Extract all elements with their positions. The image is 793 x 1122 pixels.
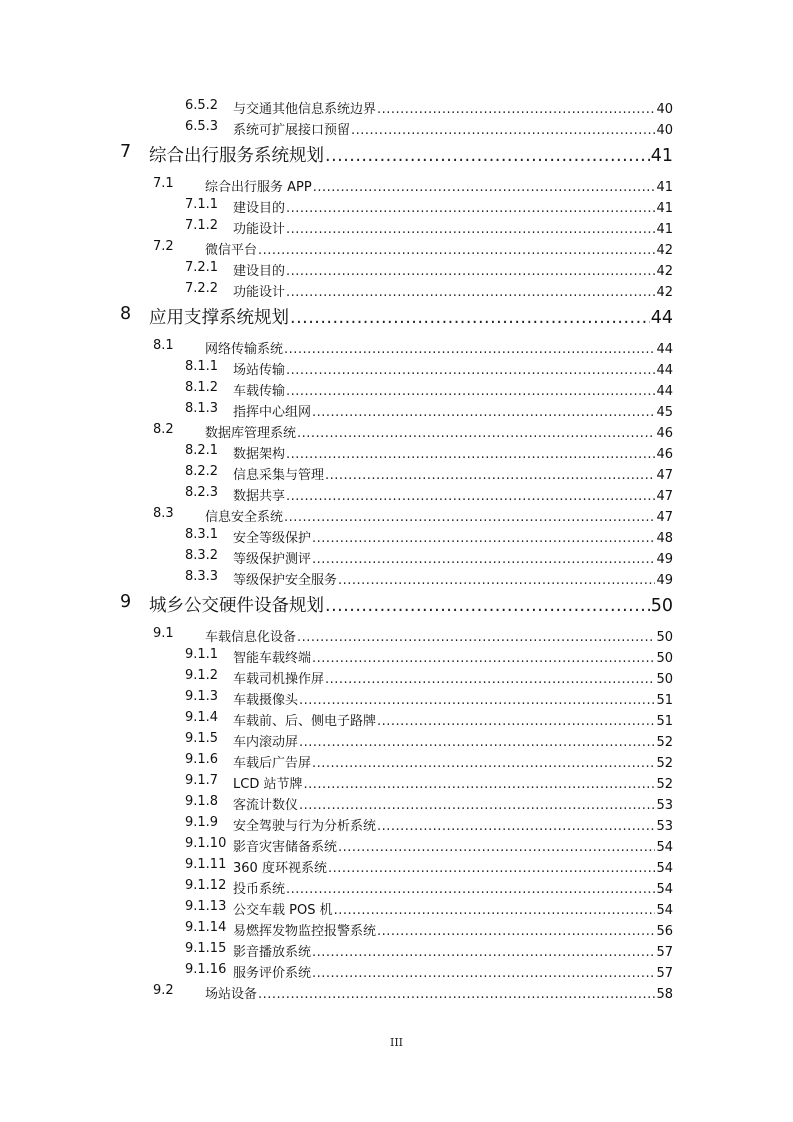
toc-entry-title: 服务评价系统 bbox=[233, 966, 312, 981]
toc-entry[interactable] bbox=[0, 281, 793, 302]
toc-leader-dots bbox=[312, 945, 655, 960]
toc-entry-title: 应用支撑系统规划 bbox=[149, 308, 289, 328]
toc-entry-number: 8.1.2 bbox=[185, 380, 219, 395]
toc-leader-dots bbox=[286, 384, 655, 399]
toc-entry-title: 车载摄像头 bbox=[233, 693, 299, 708]
toc-entry-page: 48 bbox=[656, 531, 673, 546]
toc-leader-dots bbox=[312, 405, 655, 420]
toc-entry-title: 信息安全系统 bbox=[205, 510, 284, 525]
toc-leader-dots bbox=[286, 447, 655, 462]
toc-leader-dots bbox=[377, 714, 655, 729]
toc-entry-page: 50 bbox=[656, 630, 673, 645]
toc-entry-title: 功能设计 bbox=[233, 222, 286, 237]
toc-entry-number: 9.1.10 bbox=[185, 836, 227, 851]
toc-entry-page: 44 bbox=[656, 363, 673, 378]
toc-entry-number: 7.2.2 bbox=[185, 281, 219, 296]
toc-entry-page: 45 bbox=[656, 405, 673, 420]
toc-entry-page: 47 bbox=[656, 510, 673, 525]
toc-entry-title: 等级保护测评 bbox=[233, 552, 312, 567]
toc-entry-page: 44 bbox=[656, 342, 673, 357]
toc-entry[interactable] bbox=[0, 197, 793, 218]
toc-entry-page: 44 bbox=[656, 384, 673, 399]
toc-leader-dots bbox=[338, 573, 655, 588]
toc-entry[interactable] bbox=[0, 119, 793, 140]
toc-entry-number: 7.2.1 bbox=[185, 260, 219, 275]
toc-entry-title: 安全等级保护 bbox=[233, 531, 312, 546]
toc-entry[interactable] bbox=[0, 668, 793, 689]
toc-leader-dots bbox=[286, 264, 655, 279]
toc-entry-title: LCD 站节牌 bbox=[233, 777, 303, 792]
toc-entry-number: 9.1.1 bbox=[185, 647, 219, 662]
toc-entry-number: 9.1.5 bbox=[185, 731, 219, 746]
toc-entry[interactable] bbox=[0, 647, 793, 668]
toc-entry-page: 41 bbox=[656, 201, 673, 216]
toc-entry-title: 数据架构 bbox=[233, 447, 286, 462]
toc-entry[interactable] bbox=[0, 689, 793, 710]
toc-entry-number: 7 bbox=[120, 142, 132, 162]
toc-entry-page: 50 bbox=[650, 596, 673, 616]
toc-entry-title: 投币系统 bbox=[233, 882, 286, 897]
toc-entry-title: 影音灾害储备系统 bbox=[233, 840, 338, 855]
toc-entry-page: 51 bbox=[656, 693, 673, 708]
toc-entry-number: 8.2 bbox=[153, 422, 174, 437]
toc-entry-title: 等级保护安全服务 bbox=[233, 573, 338, 588]
toc-entry-number: 7.2 bbox=[153, 239, 174, 254]
toc-entry-title: 车载后广告屏 bbox=[233, 756, 312, 771]
toc-entry-number: 8.3.1 bbox=[185, 527, 219, 542]
toc-entry-page: 42 bbox=[656, 264, 673, 279]
toc-entry[interactable] bbox=[0, 836, 793, 857]
toc-entry-number: 6.5.3 bbox=[185, 119, 219, 134]
toc-leader-dots bbox=[325, 468, 655, 483]
toc-entry-number: 9.1.15 bbox=[185, 941, 227, 956]
toc-entry-page: 50 bbox=[656, 651, 673, 666]
toc-entry-title: 安全驾驶与行为分析系统 bbox=[233, 819, 377, 834]
toc-entry-title: 数据库管理系统 bbox=[205, 426, 297, 441]
toc-entry-number: 8.3.3 bbox=[185, 569, 219, 584]
toc-entry-number: 9.1.6 bbox=[185, 752, 219, 767]
toc-entry-page: 49 bbox=[656, 552, 673, 567]
toc-entry-number: 7.1 bbox=[153, 176, 174, 191]
toc-entry-page: 56 bbox=[656, 924, 673, 939]
toc-entry[interactable] bbox=[0, 260, 793, 281]
page-number-footer: III bbox=[389, 1036, 404, 1049]
toc-entry[interactable] bbox=[0, 592, 793, 618]
toc-entry-page: 54 bbox=[656, 840, 673, 855]
toc-leader-dots bbox=[284, 342, 655, 357]
toc-entry-number: 8.2.2 bbox=[185, 464, 219, 479]
toc-entry-page: 51 bbox=[656, 714, 673, 729]
toc-entry-number: 8.1.1 bbox=[185, 359, 219, 374]
toc-entry[interactable] bbox=[0, 304, 793, 330]
toc-entry-page: 47 bbox=[656, 489, 673, 504]
toc-entry-page: 52 bbox=[656, 735, 673, 750]
toc-leader-dots bbox=[297, 426, 655, 441]
toc-entry-page: 54 bbox=[656, 903, 673, 918]
toc-leader-dots bbox=[297, 630, 655, 645]
toc-entry-page: 41 bbox=[656, 180, 673, 195]
toc-entry-title: 公交车载 POS 机 bbox=[233, 903, 333, 918]
toc-entry-title: 车内滚动屏 bbox=[233, 735, 299, 750]
toc-entry-title: 场站传输 bbox=[233, 363, 286, 378]
toc-leader-dots bbox=[290, 308, 650, 328]
toc-entry[interactable] bbox=[0, 569, 793, 590]
toc-entry-title: 场站设备 bbox=[205, 987, 258, 1002]
toc-entry-number: 8.1.3 bbox=[185, 401, 219, 416]
toc-entry-title: 与交通其他信息系统边界 bbox=[233, 102, 377, 117]
toc-leader-dots bbox=[286, 363, 655, 378]
toc-entry[interactable] bbox=[0, 359, 793, 380]
toc-entry-title: 城乡公交硬件设备规划 bbox=[149, 596, 324, 616]
toc-entry-page: 40 bbox=[656, 102, 673, 117]
toc-entry[interactable] bbox=[0, 506, 793, 527]
toc-entry-number: 9.1.16 bbox=[185, 962, 227, 977]
toc-entry-page: 40 bbox=[656, 123, 673, 138]
toc-entry-number: 9.1.12 bbox=[185, 878, 227, 893]
toc-entry-number: 9.1.13 bbox=[185, 899, 227, 914]
toc-entry-page: 49 bbox=[656, 573, 673, 588]
toc-entry[interactable] bbox=[0, 731, 793, 752]
toc-entry-title: 客流计数仪 bbox=[233, 798, 299, 813]
toc-entry[interactable] bbox=[0, 857, 793, 878]
toc-leader-dots bbox=[334, 903, 656, 918]
toc-entry[interactable] bbox=[0, 941, 793, 962]
toc-entry-page: 46 bbox=[656, 426, 673, 441]
toc-entry[interactable] bbox=[0, 338, 793, 359]
toc-entry-title: 智能车载终端 bbox=[233, 651, 312, 666]
toc-entry[interactable] bbox=[0, 773, 793, 794]
toc-entry-page: 52 bbox=[656, 777, 673, 792]
toc-leader-dots bbox=[258, 243, 655, 258]
toc-entry-title: 车载司机操作屏 bbox=[233, 672, 325, 687]
toc-entry-number: 9 bbox=[120, 592, 132, 612]
toc-entry-title: 建设目的 bbox=[233, 201, 286, 216]
toc-entry-number: 9.2 bbox=[153, 983, 174, 998]
toc-entry[interactable] bbox=[0, 983, 793, 1004]
toc-leader-dots bbox=[312, 756, 655, 771]
toc-entry-page: 53 bbox=[656, 819, 673, 834]
toc-entry-page: 58 bbox=[656, 987, 673, 1002]
toc-entry[interactable] bbox=[0, 878, 793, 899]
toc-entry-page: 41 bbox=[656, 222, 673, 237]
toc-entry-title: 车载传输 bbox=[233, 384, 286, 399]
toc-entry[interactable] bbox=[0, 239, 793, 260]
toc-leader-dots bbox=[312, 966, 655, 981]
toc-entry-page: 44 bbox=[650, 308, 673, 328]
toc-entry-title: 网络传输系统 bbox=[205, 342, 284, 357]
toc-entry-title: 影音播放系统 bbox=[233, 945, 312, 960]
toc-entry-number: 8 bbox=[120, 304, 132, 324]
toc-entry[interactable] bbox=[0, 485, 793, 506]
toc-leader-dots bbox=[313, 180, 656, 195]
toc-leader-dots bbox=[299, 735, 655, 750]
toc-entry-number: 8.1 bbox=[153, 338, 174, 353]
toc-leader-dots bbox=[328, 861, 656, 876]
toc-entry[interactable] bbox=[0, 899, 793, 920]
toc-entry-title: 数据共享 bbox=[233, 489, 286, 504]
toc-entry[interactable] bbox=[0, 626, 793, 647]
toc-entry-title: 功能设计 bbox=[233, 285, 286, 300]
toc-entry-number: 9.1.8 bbox=[185, 794, 219, 809]
toc-entry-page: 47 bbox=[656, 468, 673, 483]
toc-entry-title: 指挥中心组网 bbox=[233, 405, 312, 420]
toc-entry-number: 8.2.3 bbox=[185, 485, 219, 500]
toc-entry[interactable] bbox=[0, 401, 793, 422]
toc-entry-number: 9.1.2 bbox=[185, 668, 219, 683]
toc-entry[interactable] bbox=[0, 443, 793, 464]
toc-leader-dots bbox=[258, 987, 655, 1002]
toc-leader-dots bbox=[286, 222, 655, 237]
toc-entry-number: 9.1.11 bbox=[185, 857, 227, 872]
toc-leader-dots bbox=[312, 552, 655, 567]
toc-entry-number: 7.1.1 bbox=[185, 197, 219, 212]
toc-leader-dots bbox=[299, 693, 655, 708]
toc-entry[interactable] bbox=[0, 380, 793, 401]
toc-leader-dots bbox=[377, 819, 655, 834]
toc-leader-dots bbox=[286, 882, 655, 897]
toc-entry-number: 8.2.1 bbox=[185, 443, 219, 458]
toc-entry-title: 车载前、后、侧电子路牌 bbox=[233, 714, 377, 729]
toc-entry-page: 46 bbox=[656, 447, 673, 462]
toc-entry-number: 7.1.2 bbox=[185, 218, 219, 233]
toc-leader-dots bbox=[286, 201, 655, 216]
toc-leader-dots bbox=[312, 531, 655, 546]
toc-leader-dots bbox=[325, 146, 650, 166]
toc-entry-page: 50 bbox=[656, 672, 673, 687]
toc-entry-page: 54 bbox=[656, 882, 673, 897]
toc-entry-title: 系统可扩展接口预留 bbox=[233, 123, 351, 138]
toc-entry[interactable] bbox=[0, 176, 793, 197]
toc-leader-dots bbox=[377, 924, 655, 939]
toc-entry-number: 9.1 bbox=[153, 626, 174, 641]
toc-entry-title: 综合出行服务 APP bbox=[205, 180, 312, 195]
toc-leader-dots bbox=[286, 285, 655, 300]
toc-entry-number: 9.1.4 bbox=[185, 710, 219, 725]
toc-entry-page: 57 bbox=[656, 945, 673, 960]
toc-entry-title: 建设目的 bbox=[233, 264, 286, 279]
toc-leader-dots bbox=[325, 596, 650, 616]
toc-entry[interactable] bbox=[0, 815, 793, 836]
toc-entry-page: 42 bbox=[656, 285, 673, 300]
toc-entry-title: 360 度环视系统 bbox=[233, 861, 327, 876]
toc-entry[interactable] bbox=[0, 920, 793, 941]
toc-entry[interactable] bbox=[0, 710, 793, 731]
toc-leader-dots bbox=[284, 510, 655, 525]
toc-entry[interactable] bbox=[0, 98, 793, 119]
toc-entry[interactable] bbox=[0, 527, 793, 548]
toc-leader-dots bbox=[286, 489, 655, 504]
toc-entry[interactable] bbox=[0, 422, 793, 443]
toc-leader-dots bbox=[377, 102, 655, 117]
toc-leader-dots bbox=[338, 840, 655, 855]
toc-entry-number: 9.1.7 bbox=[185, 773, 219, 788]
toc-entry-title: 信息采集与管理 bbox=[233, 468, 325, 483]
toc-entry-number: 9.1.9 bbox=[185, 815, 219, 830]
toc-entry-number: 9.1.3 bbox=[185, 689, 219, 704]
toc-entry[interactable] bbox=[0, 794, 793, 815]
toc-entry-page: 53 bbox=[656, 798, 673, 813]
toc-entry-page: 57 bbox=[656, 966, 673, 981]
toc-entry-page: 42 bbox=[656, 243, 673, 258]
toc-entry-title: 易燃挥发物监控报警系统 bbox=[233, 924, 377, 939]
toc-leader-dots bbox=[325, 672, 655, 687]
toc-entry[interactable] bbox=[0, 464, 793, 485]
toc-entry-number: 6.5.2 bbox=[185, 98, 219, 113]
toc-leader-dots bbox=[351, 123, 655, 138]
toc-entry-number: 8.3 bbox=[153, 506, 174, 521]
toc-leader-dots bbox=[299, 798, 655, 813]
toc-entry-page: 52 bbox=[656, 756, 673, 771]
toc-entry[interactable] bbox=[0, 962, 793, 983]
toc-leader-dots bbox=[303, 777, 655, 792]
toc-entry-title: 综合出行服务系统规划 bbox=[149, 146, 324, 166]
toc-entry-page: 54 bbox=[656, 861, 673, 876]
toc-entry[interactable] bbox=[0, 548, 793, 569]
toc-leader-dots bbox=[312, 651, 655, 666]
toc-entry-title: 车载信息化设备 bbox=[205, 630, 297, 645]
toc-entry[interactable] bbox=[0, 218, 793, 239]
toc-entry-number: 8.3.2 bbox=[185, 548, 219, 563]
toc-entry-page: 41 bbox=[650, 146, 673, 166]
toc-entry[interactable] bbox=[0, 142, 793, 168]
toc-entry-title: 微信平台 bbox=[205, 243, 258, 258]
toc-entry-number: 9.1.14 bbox=[185, 920, 227, 935]
toc-entry[interactable] bbox=[0, 752, 793, 773]
